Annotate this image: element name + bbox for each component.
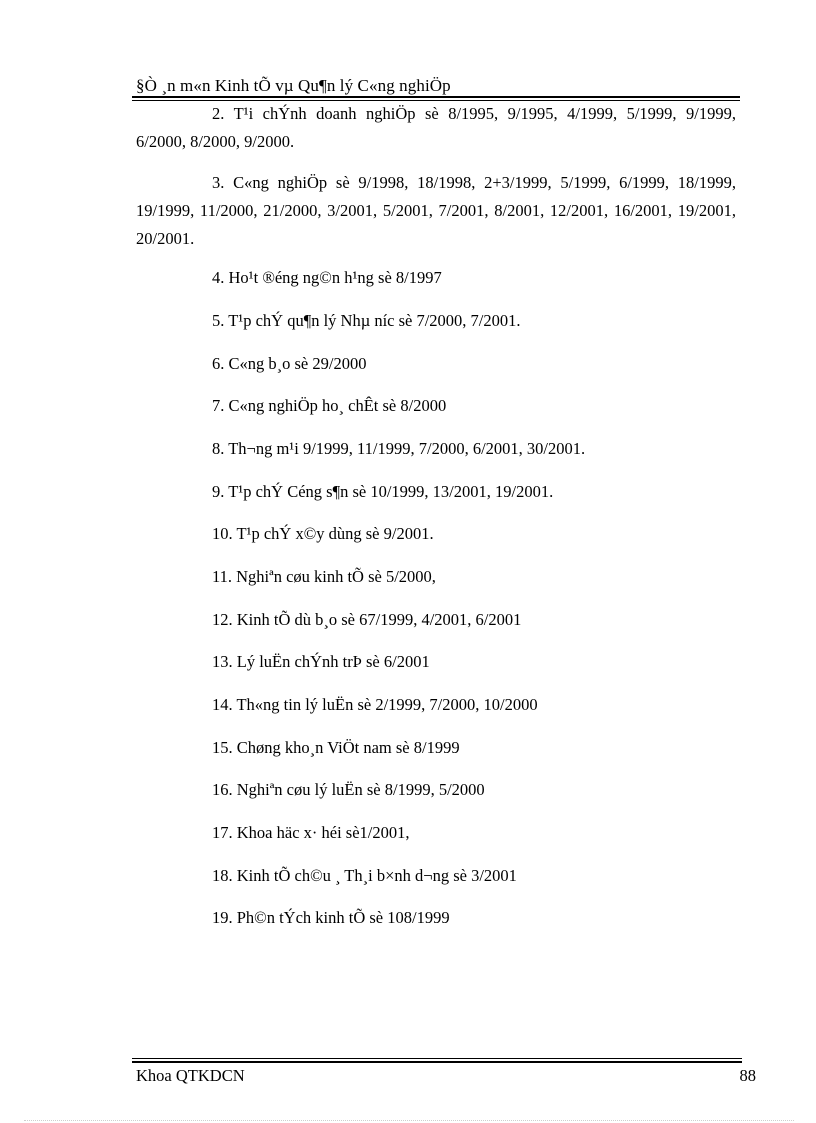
- reference-item-2: 2. T¹i chÝnh doanh nghiÖp sè 8/1995, 9/1995, 4/1999, 5/1999, 9/1999, 6/2000, 8/2000, 9/2000.: [136, 104, 736, 151]
- reference-item-14: 14. Th«ng tin lý luËn sè 2/1999, 7/2000, 10/2000: [212, 695, 538, 714]
- reference-item-6: 6. C«ng b¸o sè 29/2000: [212, 354, 367, 373]
- reference-item-15: 15. Chøng kho¸n ViÖt nam sè 8/1999: [212, 738, 460, 757]
- reference-item-17: 17. Khoa häc x· héi sè1/2001,: [212, 823, 410, 842]
- reference-item-16: 16. Nghiªn cøu lý luËn sè 8/1999, 5/2000: [212, 780, 485, 799]
- footer-divider: [132, 1061, 742, 1063]
- reference-item-12: 12. Kinh tÕ dù b¸o sè 67/1999, 4/2001, 6/2001: [212, 610, 522, 629]
- header-divider: [132, 96, 740, 98]
- reference-item-5: 5. T¹p chÝ qu¶n lý Nhµ níc sè 7/2000, 7/2001.: [212, 311, 521, 330]
- reference-item-3: 3. C«ng nghiÖp sè 9/1998, 18/1998, 2+3/1999, 5/1999, 6/1999, 18/1999, 19/1999, 11/2000, 21/2000, 3/2001, 5/2001, 7/2001, 8/2001, 12/2001, 16/2001, 19/2001, 20/2001.: [136, 173, 736, 248]
- page-number: 88: [739, 1066, 756, 1085]
- reference-item-13: 13. Lý luËn chÝnh trÞ sè 6/2001: [212, 652, 430, 671]
- reference-item-9: 9. T¹p chÝ Céng s¶n sè 10/1999, 13/2001, 19/2001.: [212, 482, 554, 501]
- reference-item-10: 10. T¹p chÝ x©y dùng sè 9/2001.: [212, 524, 434, 543]
- reference-item-11: 11. Nghiªn cøu kinh tÕ sè 5/2000,: [212, 567, 436, 586]
- reference-item-4: 4. Ho¹t ®éng ng©n h¹ng sè 8/1997: [212, 268, 442, 287]
- page-bottom-edge: [24, 1120, 794, 1121]
- reference-item-19: 19. Ph©n tÝch kinh tÕ sè 108/1999: [212, 908, 450, 927]
- page-header-title: §Ò ¸n m«n Kinh tÕ vµ Qu¶n lý C«ng nghiÖp: [136, 76, 451, 95]
- reference-item-7: 7. C«ng nghiÖp ho¸ chÊt sè 8/2000: [212, 396, 447, 415]
- footer-divider-thin: [132, 1058, 742, 1059]
- reference-item-8: 8. Th¬ng m¹i 9/1999, 11/1999, 7/2000, 6/2001, 30/2001.: [212, 439, 586, 458]
- footer-department: Khoa QTKDCN: [136, 1066, 245, 1085]
- reference-item-18: 18. Kinh tÕ ch©u ¸ Th¸i b×nh d¬ng sè 3/2001: [212, 866, 517, 885]
